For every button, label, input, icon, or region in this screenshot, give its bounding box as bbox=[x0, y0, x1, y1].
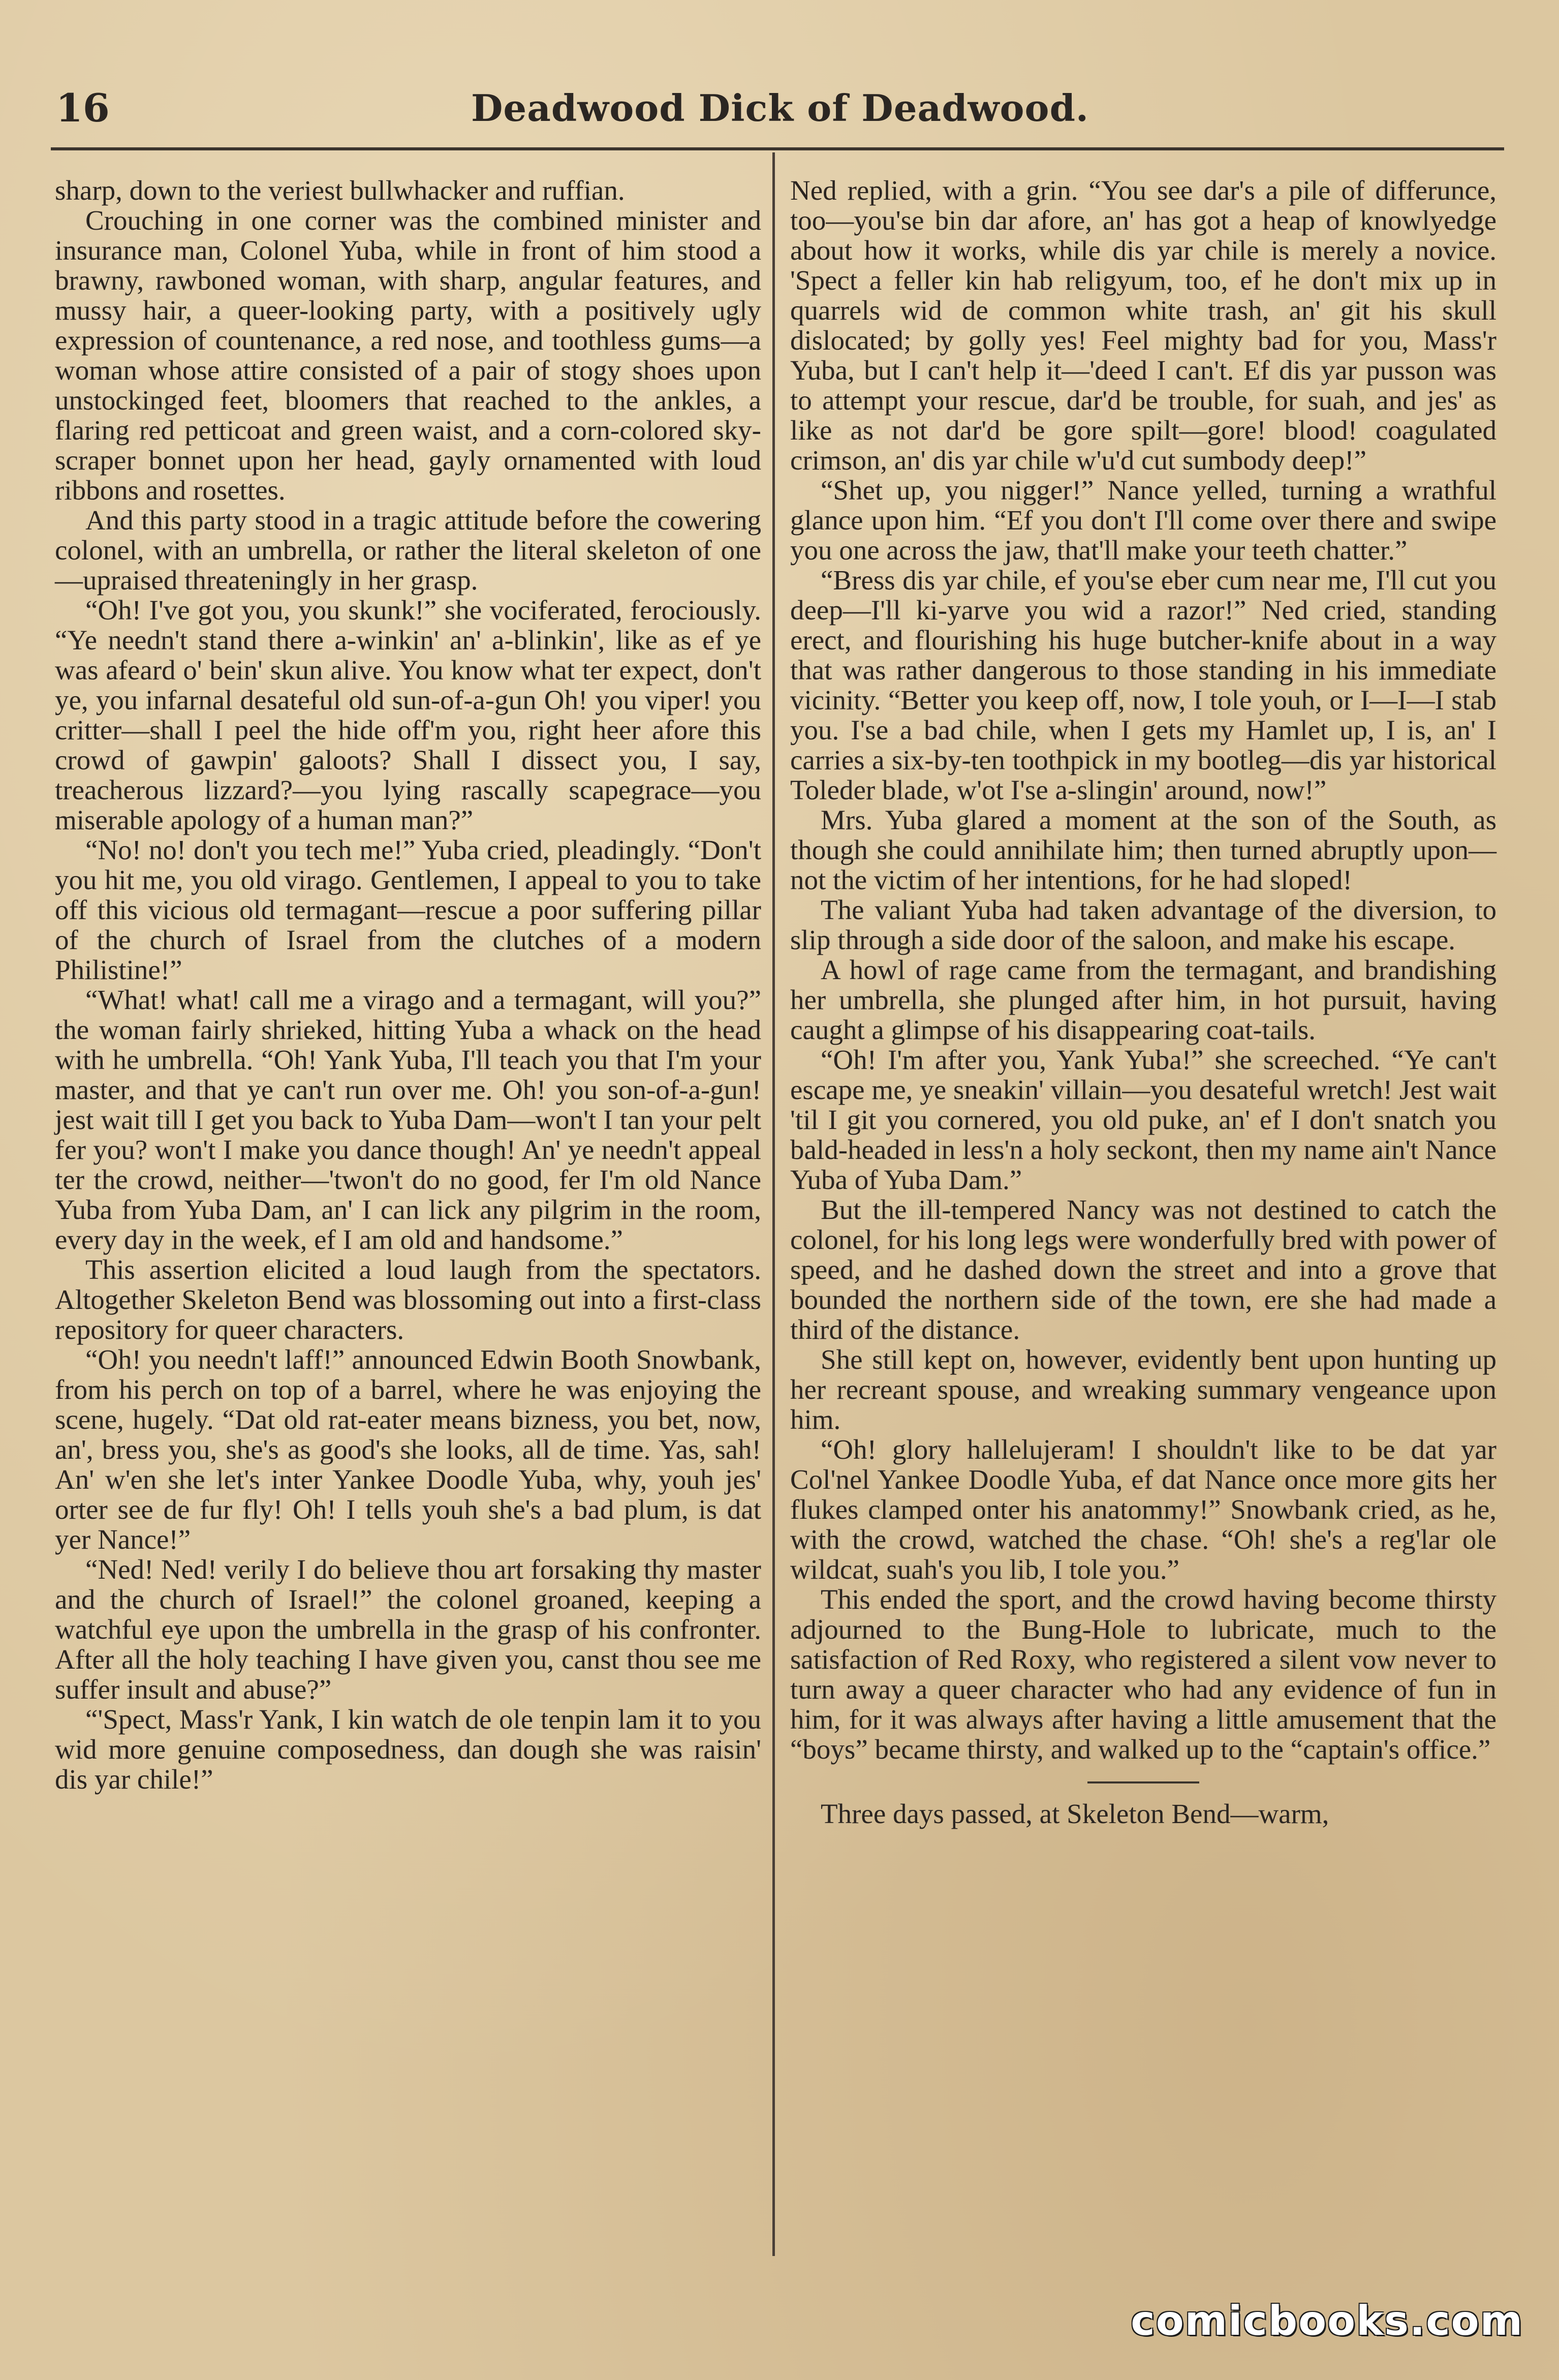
watermark: comicbooks.com bbox=[1131, 2297, 1523, 2344]
paragraph: “Ned! Ned! verily I do believe thou art forsaking thy master and the church of Israel!” the colonel groaned, keeping a watchful eye upon the umbrella in the grasp of his confronter. After all the holy teaching I have given you, canst thou see me suffer insult and abuse?” bbox=[55, 1554, 761, 1705]
paragraph: “Oh! I've got you, you skunk!” she vociferated, ferociously. “Ye needn't stand there a-winkin' an' a-blinkin', like as ef ye was afeard o' bein' skun alive. You know what ter expect, don't ye, you infarnal desateful old sun-of-a-gun Oh! you viper! you critter—shall I peel the hide off'm you, right heer afore this crowd of gawpin' galoots? Shall I dissect you, I say, treacherous lizzard?—you lying rascally scapegrace—you miserable apology of a human man?” bbox=[55, 594, 761, 835]
paragraph: This assertion elicited a loud laugh from the spectators. Altogether Skeleton Bend was blossoming out into a first-class repository for queer characters. bbox=[55, 1254, 761, 1345]
paragraph: A howl of rage came from the termagant, and brandishing her umbrella, she plunged after him, in hot pursuit, having caught a glimpse of his disappearing coat-tails. bbox=[790, 954, 1496, 1045]
paragraph: “Oh! glory hallelujeram! I shouldn't like to be dat yar Col'nel Yankee Doodle Yuba, ef dat Nance once more gits her flukes clamped onter his anatommy!” Snowbank cried, as he, with the crowd, watched the chase. “Oh! she's a reg'lar ole wildcat, suah's you lib, I tole you.” bbox=[790, 1434, 1496, 1585]
right-column bbox=[790, 175, 1496, 1829]
paragraph: Mrs. Yuba glared a moment at the son of the South, as though she could annihilate him; then turned abruptly upon—not the victim of her intentions, for he had sloped! bbox=[790, 804, 1496, 895]
paragraph: Ned replied, with a grin. “You see dar's a pile of differunce, too—you'se bin dar afore, an' has got a heap of knowlyedge about how it works, while dis yar chile is merely a novice. 'Spect a feller kin hab religyum, too, ef he don't mix up in quarrels wid de common white trash, an' git his skull dislocated; by golly yes! Feel mighty bad for you, Mass'r Yuba, but I can't help it—'deed I can't. Ef dis yar pusson was to attempt your rescue, dar'd be trouble, for suah, and jes' as like as not dar'd be gore spilt—gore! blood! coagulated crimson, an' dis yar chile w'u'd cut sumbody deep!” bbox=[790, 175, 1496, 476]
running-title: Deadwood Dick of Deadwood. bbox=[471, 86, 1089, 130]
section-break-rule bbox=[1087, 1781, 1199, 1783]
paragraph: “Bress dis yar chile, ef you'se eber cum near me, I'll cut you deep—I'll ki-yarve you wid a razor!” Ned cried, standing erect, and flourishing his huge butcher-knife about in a way that was rather dangerous to those standing in his immediate vicinity. “Better you keep off, now, I tole youh, or I—I—I stab you. I'se a bad chile, when I gets my Hamlet up, I is, an' I carries a six-by-ten toothpick in my bootleg—dis yar historical Toleder blade, w'ot I'se a-slingin' around, now!” bbox=[790, 565, 1496, 805]
paragraph: “No! no! don't you tech me!” Yuba cried, pleadingly. “Don't you hit me, you old virago. Gentlemen, I appeal to you to take off this vicious old termagant—rescue a poor suffering pillar of the church of Israel from the clutches of a modern Philistine!” bbox=[55, 834, 761, 985]
paragraph: But the ill-tempered Nancy was not destined to catch the colonel, for his long legs were wonderfully bred with power of speed, and he dashed down the street and into a grove that bounded the northern side of the town, ere she had made a third of the distance. bbox=[790, 1194, 1496, 1345]
paragraph: The valiant Yuba had taken advantage of the diversion, to slip through a side door of the saloon, and make his escape. bbox=[790, 894, 1496, 955]
column-divider bbox=[772, 152, 775, 2256]
paragraph: Crouching in one corner was the combined minister and insurance man, Colonel Yuba, while in front of him stood a brawny, rawboned woman, with sharp, angular features, and mussy hair, a queer-looking party, with a positively ugly expression of countenance, a red nose, and toothless gums—a woman whose attire consisted of a pair of stogy shoes upon unstockinged feet, bloomers that reached to the ankles, a flaring red petticoat and green waist, and a corn-colored sky-scraper bonnet upon her head, gayly ornamented with loud ribbons and rosettes. bbox=[55, 205, 761, 506]
header-rule bbox=[51, 147, 1504, 150]
paragraph: And this party stood in a tragic attitude before the cowering colonel, with an umbrella, or rather the literal skeleton of one—upraised threateningly in her grasp. bbox=[55, 505, 761, 596]
paragraph: “What! what! call me a virago and a termagant, will you?” the woman fairly shrieked, hitting Yuba a whack on the head with he umbrella. “Oh! Yank Yuba, I'll teach you that I'm your master, and that ye can't run over me. Oh! you son-of-a-gun! jest wait till I get you back to Yuba Dam—won't I tan your pelt fer you? won't I make you dance though! An' ye needn't appeal ter the crowd, neither—'twon't do no good, fer I'm old Nance Yuba from Yuba Dam, an' I can lick any pilgrim in the room, every day in the week, ef I am old and handsome.” bbox=[55, 984, 761, 1255]
paragraph: “'Spect, Mass'r Yank, I kin watch de ole tenpin lam it to you wid more genuine composedness, dan dough she was raisin' dis yar chile!” bbox=[55, 1704, 761, 1795]
left-column bbox=[55, 175, 761, 1794]
paragraph: “Oh! I'm after you, Yank Yuba!” she screeched. “Ye can't escape me, ye sneakin' villain—you desateful wretch! Jest wait 'til I git you cornered, you old puke, an' ef I don't snatch you bald-headed in less'n a holy seckont, then my name ain't Nance Yuba of Yuba Dam.” bbox=[790, 1044, 1496, 1195]
paragraph: sharp, down to the veriest bullwhacker and ruffian. bbox=[55, 175, 625, 206]
paragraph: This ended the sport, and the crowd having become thirsty adjourned to the Bung-Hole to lubricate, much to the satisfaction of Red Roxy, who registered a silent vow never to turn away a queer character who had any evidence of fun in him, for it was always after having a little amusement that the “boys” became thirsty, and walked up to the “captain's office.” bbox=[790, 1584, 1496, 1765]
paragraph: She still kept on, however, evidently bent upon hunting up her recreant spouse, and wreaking summary vengeance upon him. bbox=[790, 1344, 1496, 1435]
page-number: 16 bbox=[56, 85, 110, 131]
paragraph: “Shet up, you nigger!” Nance yelled, turning a wrathful glance upon him. “Ef you don't I'll come over there and swipe you one across the jaw, that'll make your teeth chatter.” bbox=[790, 475, 1496, 566]
page-header bbox=[56, 76, 1504, 137]
paragraph: Three days passed, at Skeleton Bend—warm, bbox=[821, 1798, 1329, 1829]
paragraph: “Oh! you needn't laff!” announced Edwin Booth Snowbank, from his perch on top of a barrel, where he was enjoying the scene, hugely. “Dat old rat-eater means bizness, you bet, now, an', bress you, she's as good's she looks, all de time. Yas, sah! An' w'en she let's inter Yankee Doodle Yuba, why, youh jes' orter see de fur fly! Oh! I tells youh she's a bad plum, is dat yer Nance!” bbox=[55, 1344, 761, 1555]
